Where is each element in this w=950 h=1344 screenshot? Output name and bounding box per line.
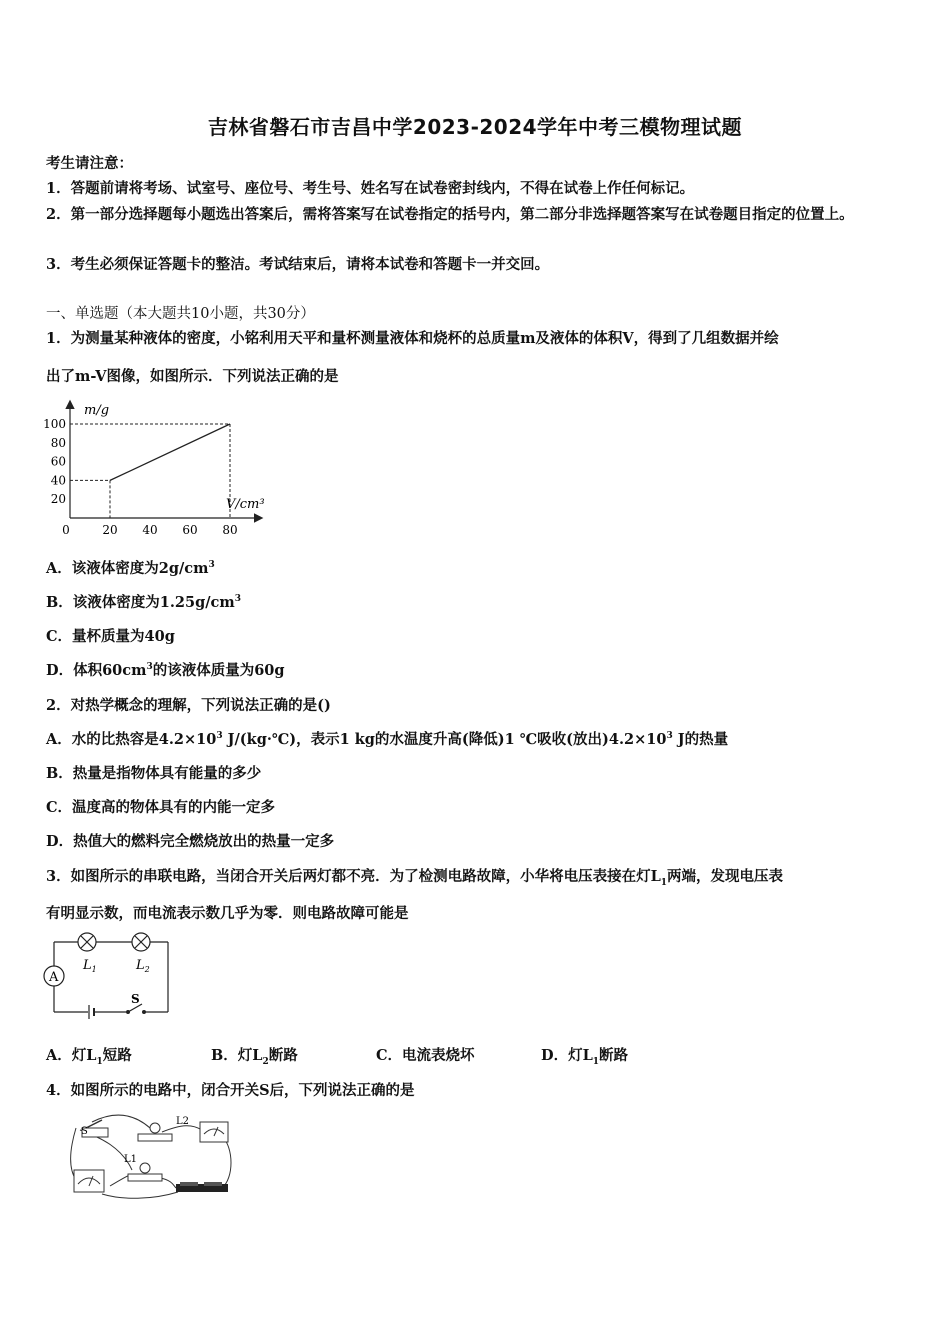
q1-mv-chart — [43, 398, 286, 543]
notice-item-1: 1．答题前请将考场、试室号、座位号、考生号、姓名写在试卷密封线内，不得在试卷上作任何标记。 — [46, 180, 695, 197]
q2-option-a: A．水的比热容是$4.2\times 10^3$ J/(kg·℃)，表示1 kg的水温度升高(降低)1 ℃吸收(放出)$4.2\times 10^3$ J的热量 — [46, 731, 729, 748]
notice-item-3: 3．考生必须保证答题卡的整洁。考试结束后，请将本试卷和答题卡一并交回。 — [46, 256, 550, 273]
q1-stem-line2: 出了m-V图像，如图所示．下列说法正确的是 — [46, 368, 339, 385]
chart-series-line — [110, 424, 230, 480]
chart-y-tick-label: 20 — [50, 492, 66, 507]
switch-part — [81, 1120, 108, 1137]
meter-right-part — [200, 1122, 228, 1142]
page-title: 吉林省磐石市吉昌中学2023-2024学年中考三模物理试题 — [207, 115, 743, 139]
q3-stem-line2: 有明显示数，而电流表示数几乎为零．则电路故障可能是 — [46, 905, 409, 922]
q4-circuit-picture — [62, 1108, 242, 1204]
q2-option-c: C．温度高的物体具有的内能一定多 — [46, 799, 276, 816]
lamp-l1-label: $L_1$ — [83, 958, 97, 974]
q3-option-c: C．电流表烧坏 — [376, 1047, 475, 1064]
meter-left-part — [74, 1170, 104, 1192]
section-heading: 一、单选题（本大题共10小题，共30分） — [46, 306, 315, 322]
q3-stem-line1: 3．如图所示的串联电路，当闭合开关后两灯都不亮．为了检测电路故障，小华将电压表接在灯$L_1$两端，发现电压表 — [46, 868, 784, 888]
chart-x-tick-label: 0 — [62, 523, 70, 537]
chart-y-tick-label: 40 — [50, 473, 66, 488]
q4-stem: 4．如图所示的电路中，闭合开关S后，下列说法正确的是 — [46, 1082, 415, 1099]
chart-x-tick-label: 40 — [142, 523, 158, 537]
lamp-l1-symbol — [78, 933, 96, 951]
q3-circuit-diagram — [42, 930, 177, 1020]
lamp-l1-part — [124, 1154, 162, 1181]
q3-option-b: B．灯$L_2$断路 — [211, 1047, 298, 1067]
chart-x-label: V/cm³ — [226, 497, 265, 512]
notice-item-2: 2．第一部分选择题每小题选出答案后，需将答案写在试卷指定的括号内，第二部分非选择题答案写在试卷题目指定的位置上。 — [46, 206, 854, 223]
lamp-l2-symbol — [132, 933, 150, 951]
q2-option-d: D．热值大的燃料完全燃烧放出的热量一定多 — [46, 833, 335, 850]
q1-option-a: A．该液体密度为$2g/cm^3$ — [46, 560, 215, 577]
chart-x-tick-label: 20 — [102, 523, 118, 537]
lamp-l2-part — [138, 1116, 189, 1141]
q1-stem-line1: 1．为测量某种液体的密度，小铭利用天平和量杯测量液体和烧杯的总质量m及液体的体积V，得到了几组数据并绘 — [46, 330, 779, 347]
chart-y-tick-label: 80 — [50, 435, 66, 450]
q1-option-d: D．体积$60cm^3$的该液体质量为60g — [46, 662, 285, 679]
lamp-l2-label: L2 — [176, 1116, 190, 1127]
q3-option-d: D．灯$L_1$断路 — [541, 1047, 629, 1067]
q1-option-c: C．量杯质量为40g — [46, 628, 175, 645]
switch-label: S — [131, 992, 140, 1006]
lamp-l1-label: L1 — [124, 1154, 138, 1165]
ammeter-label: A — [49, 970, 59, 985]
battery-part — [176, 1182, 228, 1192]
lamp-l2-label: $L_2$ — [136, 958, 150, 974]
chart-y-label: m/g — [84, 403, 110, 418]
q3-option-a: A．灯$L_1$短路 — [46, 1047, 132, 1067]
chart-y-tick-label: 60 — [50, 454, 66, 469]
chart-x-tick-label: 60 — [182, 523, 198, 537]
chart-x-tick-label: 80 — [222, 523, 238, 537]
notice-heading: 考生请注意： — [46, 155, 133, 172]
q2-stem: 2．对热学概念的理解，下列说法正确的是() — [46, 697, 331, 714]
q1-option-b: B．该液体密度为$1.25g/cm^3$ — [46, 594, 241, 611]
switch-label: S — [81, 1126, 88, 1137]
q2-option-b: B．热量是指物体具有能量的多少 — [46, 765, 262, 782]
chart-y-tick-label: 100 — [43, 417, 66, 431]
